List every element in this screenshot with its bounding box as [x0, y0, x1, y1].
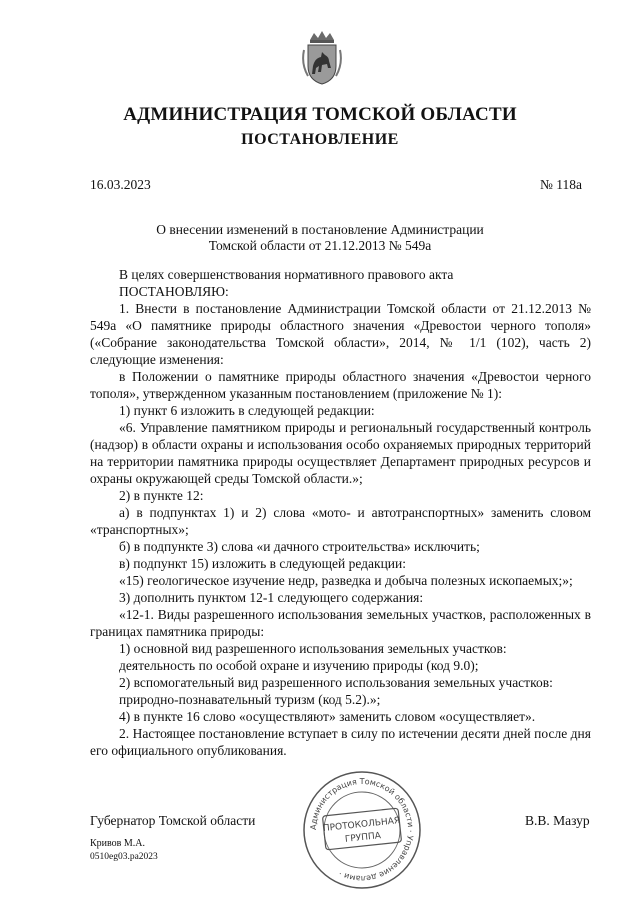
document-type: ПОСТАНОВЛЕНИЕ	[241, 131, 399, 148]
stamp-ring-text: Администрация Томской области · Управление делами ·	[308, 776, 416, 884]
paragraph: «15) геологическое изучение недр, разведка и добыча полезных ископаемых;»;	[119, 573, 573, 588]
paragraph: В целях совершенствования нормативного правового акта	[119, 267, 454, 282]
paragraph: «6. Управление памятником природы и региональный государственный контроль (надзор) в области охраны и использования особо охраняемых природных территорий на территории памятника природы осуществляет Департамент природных ресурсов и охраны окружающей среды Томской области.»;	[90, 420, 591, 486]
document-subject	[0, 222, 640, 254]
paragraph: а) в подпунктах 1) и 2) слова «мото- и автотранспортных» заменить словом «транспортных»;	[90, 505, 591, 537]
document-code: 0510eg03.pa2023	[90, 852, 158, 862]
paragraph: в Положении о памятнике природы областного значения «Древостои черного тополя», утвержденном указанным постановлением (приложение № 1):	[90, 369, 591, 401]
paragraph: в) подпункт 15) изложить в следующей редакции:	[119, 556, 407, 571]
signer-name: В.В. Мазур	[525, 813, 590, 828]
paragraph: 1) основной вид разрешенного использования земельных участков:	[119, 641, 507, 656]
paragraph: 4) в пункте 16 слово «осуществляют» заменить словом «осуществляет».	[119, 709, 536, 724]
stamp-center-line: ПРОТОКОЛЬНАЯ	[322, 816, 401, 835]
organization-title: АДМИНИСТРАЦИЯ ТОМСКОЙ ОБЛАСТИ	[123, 104, 517, 125]
document-number: № 118а	[540, 177, 582, 192]
governor-title: Губернатор Томской области	[90, 813, 256, 828]
paragraph: 1) пункт 6 изложить в следующей редакции:	[119, 403, 375, 418]
subject-line: О внесении изменений в постановление Администрации	[156, 222, 484, 237]
protocol-stamp	[300, 768, 424, 892]
document-date: 16.03.2023	[90, 177, 151, 192]
paragraph: 2. Настоящее постановление вступает в силу по истечении десяти дней после дня его официального опубликования.	[90, 726, 591, 758]
document-body	[90, 266, 591, 759]
paragraph: природно-познавательный туризм (код 5.2).»;	[119, 692, 381, 707]
paragraph-decree: ПОСТАНОВЛЯЮ:	[119, 284, 229, 299]
subject-line: Томской области от 21.12.2013 № 549а	[208, 238, 432, 253]
paragraph: 3) дополнить пунктом 12-1 следующего содержания:	[119, 590, 424, 605]
paragraph: 2) вспомогательный вид разрешенного использования земельных участков:	[119, 675, 553, 690]
stamp-center-line: ГРУППА	[344, 831, 382, 845]
executor-name: Кривов М.А.	[90, 838, 146, 849]
paragraph: б) в подпункте 3) слова «и дачного строительства» исключить;	[119, 539, 480, 554]
paragraph: деятельность по особой охране и изучению природы (код 9.0);	[119, 658, 479, 673]
paragraph: 1. Внести в постановление Администрации Томской области от 21.12.2013 № 549а «О памятнике природы областного значения «Древостои черного тополя» («Собрание законодательства Томской области», 2014, № 1/1 (102), часть 2) следующие изменения:	[90, 301, 591, 367]
coat-of-arms-icon	[300, 30, 344, 86]
paragraph: 2) в пункте 12:	[119, 488, 204, 503]
paragraph: «12-1. Виды разрешенного использования земельных участков, расположенных в границах памятника природы:	[90, 607, 591, 639]
